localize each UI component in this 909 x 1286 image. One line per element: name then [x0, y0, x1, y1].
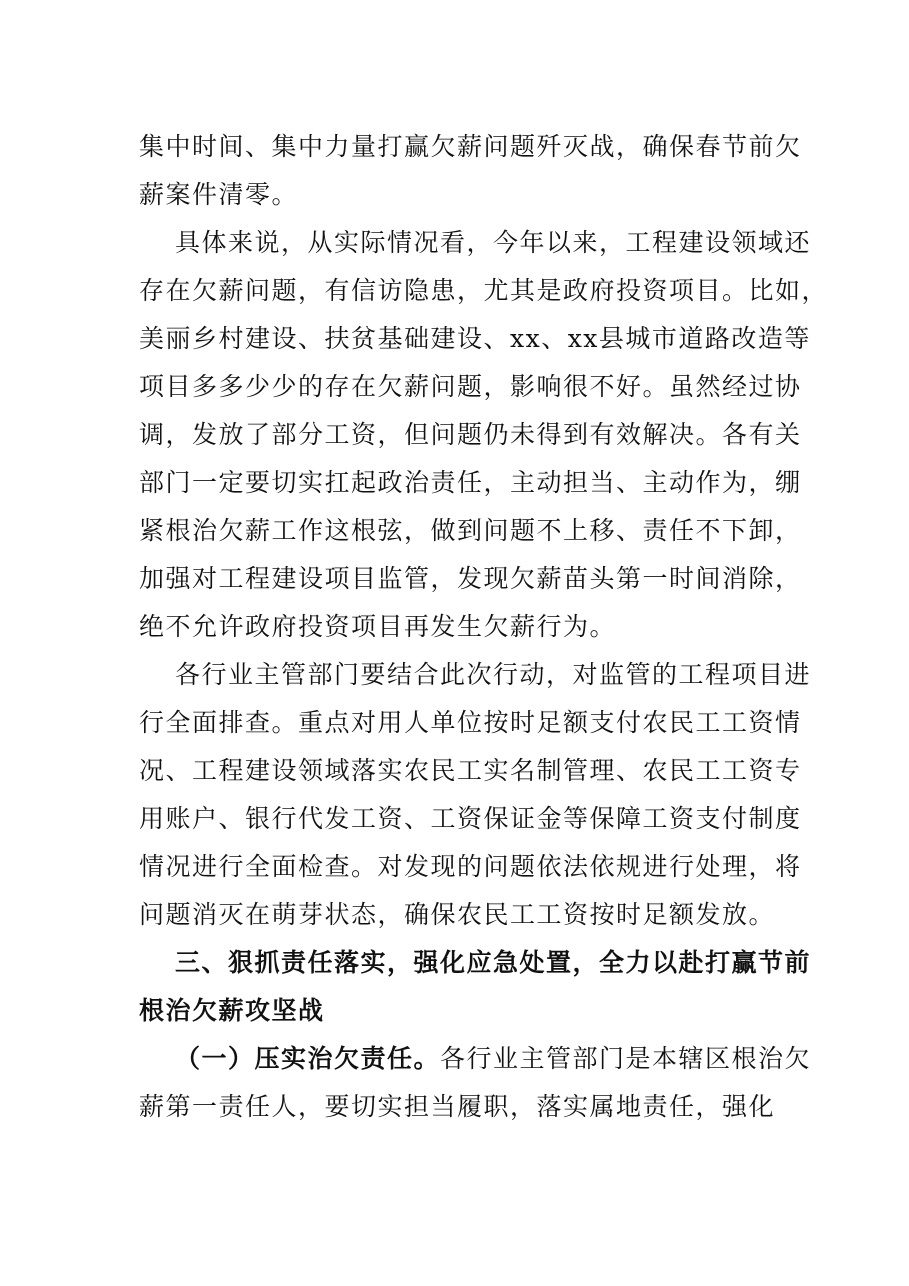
paragraph-line: 项目多多少少的存在欠薪问题，影响很不好。虽然经过协	[139, 372, 802, 401]
paragraph-line: 具体来说，从实际情况看，今年以来，工程建设领域还	[175, 228, 812, 257]
paragraph-line: 紧根治欠薪工作这根弦，做到问题不上移、责任不下卸，	[139, 516, 802, 545]
paragraph-line: 况、工程建设领域落实农民工实名制管理、农民工工资专	[139, 756, 802, 785]
paragraph-line: 绝不允许政府投资项目再发生欠薪行为。	[139, 612, 617, 641]
paragraph-line: 加强对工程建设项目监管，发现欠薪苗头第一时间消除，	[139, 564, 802, 593]
paragraph-line: 美丽乡村建设、扶贫基础建设、xx、xx县城市道路改造等	[139, 324, 811, 353]
paragraph-line: 集中时间、集中力量打赢欠薪问题歼灭战，确保春节前欠	[139, 132, 802, 161]
paragraph-line: 薪第一责任人，要切实担当履职，落实属地责任，强化	[139, 1092, 776, 1121]
paragraph-line: 行全面排查。重点对用人单位按时足额支付农民工工资情	[139, 708, 802, 737]
paragraph-line: 调，发放了部分工资，但问题仍未得到有效解决。各有关	[139, 420, 802, 449]
paragraph-line: 情况进行全面检查。对发现的问题依法依规进行处理，将	[139, 852, 802, 881]
subsection-text: 各行业主管部门是本辖区根治欠	[440, 1044, 812, 1073]
paragraph-line: 问题消灭在萌芽状态，确保农民工工资按时足额发放。	[139, 900, 776, 929]
paragraph-line: 用账户、银行代发工资、工资保证金等保障工资支付制度	[139, 804, 802, 833]
paragraph-line: 薪案件清零。	[139, 180, 299, 209]
document-body	[139, 123, 829, 1131]
subsection-title: （一）压实治欠责任。	[175, 1044, 441, 1073]
subsection-line	[139, 1035, 812, 1083]
paragraph-line: 各行业主管部门要结合此次行动，对监管的工程项目进	[175, 660, 812, 689]
section-heading: 三、狠抓责任落实，强化应急处置，全力以赴打赢节前	[175, 948, 812, 977]
paragraph-line: 部门一定要切实扛起政治责任，主动担当、主动作为，绷	[139, 468, 802, 497]
paragraph-line: 存在欠薪问题，有信访隐患，尤其是政府投资项目。比如，	[139, 276, 829, 305]
section-heading: 根治欠薪攻坚战	[139, 996, 325, 1025]
